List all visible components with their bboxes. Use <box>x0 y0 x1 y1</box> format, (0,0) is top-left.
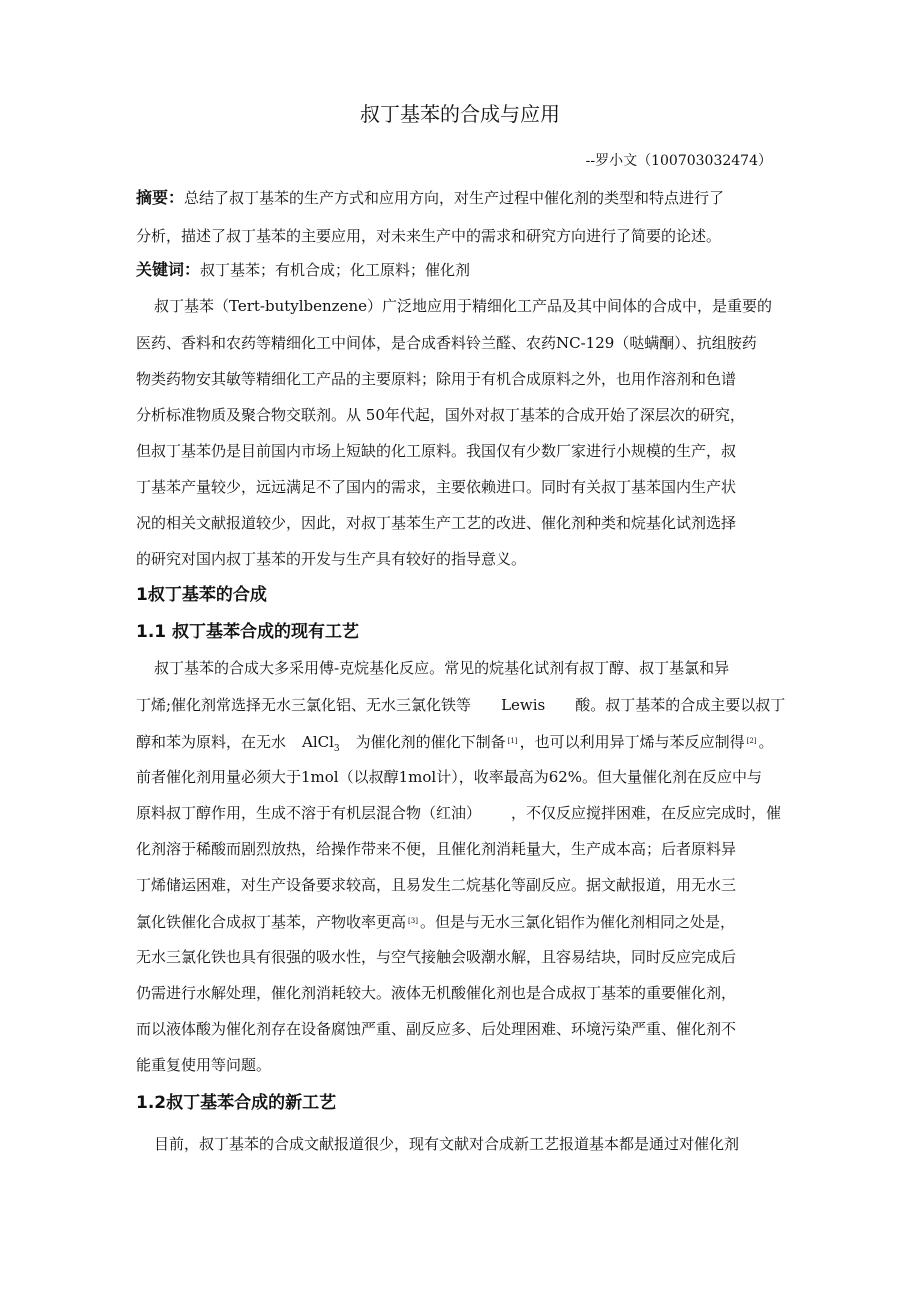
abstract-label: 摘要： <box>136 188 185 207</box>
section-1-heading: 1叔丁基苯的合成 <box>136 585 267 605</box>
page-title: 叔丁基苯的合成与应用 <box>360 102 560 126</box>
s11-line-3c: ，也可以利用异丁烯与苯反应制得 <box>519 733 745 751</box>
s12-line-1: 目前，叔丁基苯的合成文献报道很少，现有文献对合成新工艺报道基本都是通过对催化剂 <box>154 1135 740 1153</box>
s11-line-8a: 氯化铁催化合成叔丁基苯，产物收率更高 <box>136 913 407 931</box>
s11-line-1: 叔丁基苯的合成大多采用傅-克烷基化反应。常见的烷基化试剂有叔丁醇、叔丁基氯和异 <box>154 659 730 677</box>
intro-line-5: 但叔丁基苯仍是目前国内市场上短缺的化工原料。我国仅有少数厂家进行小规模的生产，叔 <box>136 442 737 460</box>
s11-line-5b: ，不仅反应搅拌困难，在反应完成时，催 <box>511 804 782 822</box>
intro-line-8: 的研究对国内叔丁基苯的开发与生产具有较好的指导意义。 <box>136 550 527 568</box>
section-1-2-heading: 1.2叔丁基苯合成的新工艺 <box>136 1093 337 1113</box>
s11-line-12: 能重复使用等问题。 <box>136 1056 272 1074</box>
s11-line-8b: 。但是与无水三氯化铝作为催化剂相同之处是， <box>419 913 735 931</box>
section-1-1-heading: 1.1 叔丁基苯合成的现有工艺 <box>136 622 360 642</box>
abstract-line-2: 分析，描述了叔丁基苯的主要应用，对未来生产中的需求和研究方向进行了简要的论述。 <box>136 227 722 245</box>
citation-1: [1] <box>507 737 518 745</box>
s11-line-9: 无水三氯化铁也具有很强的吸水性，与空气接触会吸潮水解，且容易结块，同时反应完成后 <box>136 948 737 966</box>
abstract-line-1 <box>136 188 724 208</box>
keywords-label: 关键词： <box>136 260 201 279</box>
intro-line-6: 丁基苯产量较少，远远满足不了国内的需求，主要依赖进口。同时有关叔丁基苯国内生产状 <box>136 478 737 496</box>
author-line: --罗小文（100703032474） <box>585 153 772 169</box>
s11-line-11: 而以液体酸为催化剂存在设备腐蚀严重、副反应多、后处理困难、环境污染严重、催化剂不 <box>136 1020 737 1038</box>
lewis-term: Lewis <box>501 696 546 714</box>
s11-line-2a: 丁烯;催化剂常选择无水三氯化铝、无水三氯化铁等 <box>136 696 472 714</box>
s11-line-6: 化剂溶于稀酸而剧烈放热，给操作带来不便，且催化剂消耗量大，生产成本高；后者原料异 <box>136 840 737 858</box>
intro-line-7: 况的相关文献报道较少，因此，对叔丁基苯生产工艺的改进、催化剂种类和烷基化试剂选择 <box>136 514 737 532</box>
s11-line-5 <box>136 803 781 823</box>
citation-2: [2] <box>746 737 757 745</box>
s11-line-2 <box>136 695 785 715</box>
intro-line-1: 叔丁基苯（Tert-butylbenzene）广泛地应用于精细化工产品及其中间体的合成中，是重要的 <box>154 297 773 315</box>
s11-line-3b: 为催化剂的催化下制备 <box>355 733 506 751</box>
s11-line-3d: 。 <box>758 733 774 751</box>
s11-line-3a: 醇和苯为原料，在无水 <box>136 733 287 751</box>
intro-line-2: 医药、香料和农药等精细化工中间体，是合成香料铃兰醛、农药NC-129（哒螨酮）、抗组胺药 <box>136 334 757 352</box>
intro-line-4: 分析标准物质及聚合物交联剂。从 50年代起，国外对叔丁基苯的合成开始了深层次的研究， <box>136 406 745 424</box>
keywords-line <box>136 260 470 280</box>
alcl3-formula: AlCl$_3$ <box>302 733 340 754</box>
s11-line-2c: 酸。叔丁基苯的合成主要以叔丁 <box>575 696 786 714</box>
keywords-text: 叔丁基苯；有机合成；化工原料；催化剂 <box>200 261 471 279</box>
s11-line-5a: 原料叔丁醇作用，生成不溶于有机层混合物（红油） <box>136 804 482 822</box>
abstract-text-1: 总结了叔丁基苯的生产方式和应用方向，对生产过程中催化剂的类型和特点进行了 <box>184 189 725 207</box>
s11-line-4: 前者催化剂用量必须大于1mol（以叔醇1mol计），收率最高为62%。但大量催化剂在反应中与 <box>136 768 763 786</box>
s11-line-8 <box>136 911 735 932</box>
citation-3: [3] <box>408 917 418 925</box>
intro-line-3: 物类药物安其敏等精细化工产品的主要原料；除用于有机合成原料之外，也用作溶剂和色谱 <box>136 370 737 388</box>
s11-line-3 <box>136 731 774 759</box>
s11-line-10: 仍需进行水解处理，催化剂消耗较大。液体无机酸催化剂也是合成叔丁基苯的重要催化剂， <box>136 984 737 1002</box>
s11-line-7: 丁烯储运困难，对生产设备要求较高，且易发生二烷基化等副反应。据文献报道，用无水三 <box>136 876 737 894</box>
